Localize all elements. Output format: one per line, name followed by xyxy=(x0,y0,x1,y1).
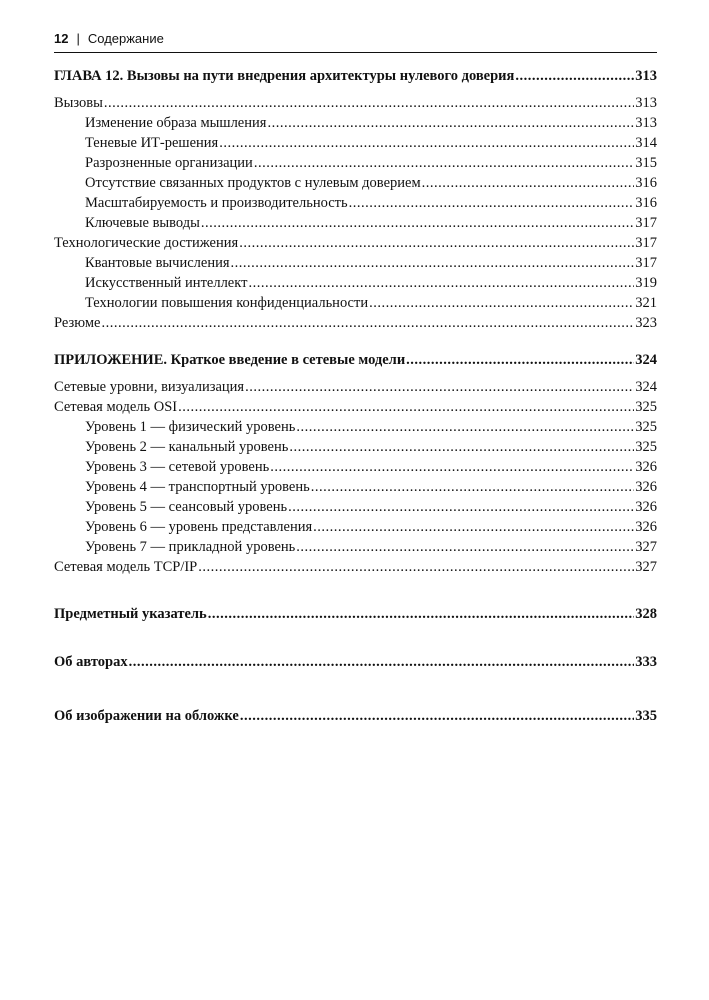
toc-entry-title: Ключевые выводы xyxy=(85,215,200,231)
toc-entry xyxy=(54,113,657,133)
toc-entry xyxy=(54,706,657,726)
toc-entry-page-number: 327 xyxy=(635,539,657,555)
toc-entry xyxy=(54,313,657,333)
toc-entry-page-number: 313 xyxy=(635,68,657,84)
toc-entry-title: Изменение образа мышления xyxy=(85,115,267,131)
toc-entry xyxy=(54,173,657,193)
toc-entry-page-number: 319 xyxy=(635,275,657,291)
toc-dot-leader xyxy=(422,173,635,193)
toc-entry xyxy=(54,397,657,417)
toc-dot-leader xyxy=(349,193,635,213)
toc-entry xyxy=(54,213,657,233)
toc-dot-leader xyxy=(369,293,634,313)
toc-entry-page-number: 326 xyxy=(635,479,657,495)
toc-entry-page-number: 325 xyxy=(635,439,657,455)
toc-dot-leader xyxy=(219,133,634,153)
toc-entry xyxy=(54,233,657,253)
toc-entry-page-number: 314 xyxy=(635,135,657,151)
toc-entry-page-number: 324 xyxy=(635,379,657,395)
toc-dot-leader xyxy=(201,213,634,233)
toc-entry-page-number: 323 xyxy=(635,315,657,331)
toc-entry-page-number: 325 xyxy=(635,419,657,435)
toc-entry-page-number: 316 xyxy=(635,175,657,191)
toc-dot-leader xyxy=(101,313,634,333)
toc-entry-title: Уровень 4 — транспортный уровень xyxy=(85,479,310,495)
page-header xyxy=(54,30,657,53)
toc-entry xyxy=(54,193,657,213)
toc-entry-title: Резюме xyxy=(54,315,101,331)
toc-entry xyxy=(54,417,657,437)
toc-dot-leader xyxy=(239,233,634,253)
toc-entry xyxy=(54,66,657,86)
header-separator: | xyxy=(76,31,80,46)
toc-entry xyxy=(54,497,657,517)
toc-entry xyxy=(54,537,657,557)
toc-entry xyxy=(54,477,657,497)
toc-entry-page-number: 317 xyxy=(635,215,657,231)
toc-entry-title: Искусственный интеллект xyxy=(85,275,248,291)
toc-entry-page-number: 335 xyxy=(635,708,657,724)
toc-entry xyxy=(54,377,657,397)
toc-entry-page-number: 324 xyxy=(635,352,657,368)
toc-dot-leader xyxy=(248,273,634,293)
toc-entry-page-number: 316 xyxy=(635,195,657,211)
toc-dot-leader xyxy=(296,417,634,437)
toc-entry-page-number: 326 xyxy=(635,459,657,475)
toc-dot-leader xyxy=(198,557,634,577)
toc-entry-title: Уровень 5 — сеансовый уровень xyxy=(85,499,288,515)
toc-entry-title: Уровень 2 — канальный уровень xyxy=(85,439,289,455)
toc-entry-title: Уровень 1 — физический уровень xyxy=(85,419,296,435)
toc-dot-leader xyxy=(289,437,634,457)
toc-entry xyxy=(54,93,657,113)
toc-entry-page-number: 326 xyxy=(635,499,657,515)
toc-entry xyxy=(54,457,657,477)
toc-entry xyxy=(54,253,657,273)
toc-dot-leader xyxy=(240,706,634,726)
toc-entry xyxy=(54,293,657,313)
toc-entry xyxy=(54,133,657,153)
toc-dot-leader xyxy=(129,652,635,672)
toc-entry-page-number: 328 xyxy=(635,606,657,622)
toc-entry-title: Уровень 6 — уровень представления xyxy=(85,519,313,535)
toc-entry-title: Вызовы xyxy=(54,95,103,111)
toc-entry-title: Масштабируемость и производительность xyxy=(85,195,348,211)
toc-dot-leader xyxy=(208,604,635,624)
header-section-title: Содержание xyxy=(87,31,164,46)
toc-entry-title: Теневые ИТ-решения xyxy=(85,135,219,151)
toc-entry-page-number: 326 xyxy=(635,519,657,535)
toc-entry-title: Предметный указатель xyxy=(54,606,207,622)
toc-dot-leader xyxy=(311,477,635,497)
toc-entry-page-number: 315 xyxy=(635,155,657,171)
toc-entry-title: Технологии повышения конфиденциальности xyxy=(85,295,369,311)
toc-dot-leader xyxy=(270,457,634,477)
toc-dot-leader xyxy=(406,350,634,370)
toc-entry-title: Сетевые уровни, визуализация xyxy=(54,379,245,395)
toc-entry-title: Разрозненные организации xyxy=(85,155,253,171)
toc-dot-leader xyxy=(515,66,634,86)
header-page-number: 12 xyxy=(54,31,69,46)
toc-entry-title: Сетевая модель OSI xyxy=(54,399,178,415)
toc-entry xyxy=(54,604,657,624)
toc-entry-title: Об изображении на обложке xyxy=(54,708,239,724)
toc-entry xyxy=(54,153,657,173)
toc-entry-title: Отсутствие связанных продуктов с нулевым доверием xyxy=(85,175,421,191)
toc-entry-page-number: 313 xyxy=(635,95,657,111)
toc-entry-page-number: 327 xyxy=(635,559,657,575)
toc-entry xyxy=(54,652,657,672)
toc-dot-leader xyxy=(313,517,634,537)
toc-entry-title: ПРИЛОЖЕНИЕ. Краткое введение в сетевые модели xyxy=(54,352,406,368)
toc-entry-page-number: 317 xyxy=(635,235,657,251)
toc-entry-title: Технологические достижения xyxy=(54,235,239,251)
toc-entry xyxy=(54,437,657,457)
toc-dot-leader xyxy=(231,253,635,273)
toc-entry-page-number: 321 xyxy=(635,295,657,311)
toc-entry-page-number: 333 xyxy=(635,654,657,670)
toc-entry xyxy=(54,517,657,537)
toc-entry-title: Об авторах xyxy=(54,654,128,670)
toc-entry-title: ГЛАВА 12. Вызовы на пути внедрения архитектуры нулевого доверия xyxy=(54,68,515,84)
toc-dot-leader xyxy=(296,537,634,557)
toc-dot-leader xyxy=(267,113,634,133)
toc-dot-leader xyxy=(178,397,634,417)
toc-dot-leader xyxy=(245,377,634,397)
toc-entry-title: Уровень 3 — сетевой уровень xyxy=(85,459,270,475)
toc-entry-page-number: 313 xyxy=(635,115,657,131)
toc-entry xyxy=(54,557,657,577)
toc-entry-title: Квантовые вычисления xyxy=(85,255,230,271)
toc-entry-page-number: 317 xyxy=(635,255,657,271)
toc-dot-leader xyxy=(254,153,634,173)
toc-entry xyxy=(54,350,657,370)
toc-entry xyxy=(54,273,657,293)
toc-entry-title: Сетевая модель TCP/IP xyxy=(54,559,198,575)
toc-entry-title: Уровень 7 — прикладной уровень xyxy=(85,539,296,555)
toc-dot-leader xyxy=(104,93,634,113)
toc-dot-leader xyxy=(288,497,634,517)
toc-entry-page-number: 325 xyxy=(635,399,657,415)
